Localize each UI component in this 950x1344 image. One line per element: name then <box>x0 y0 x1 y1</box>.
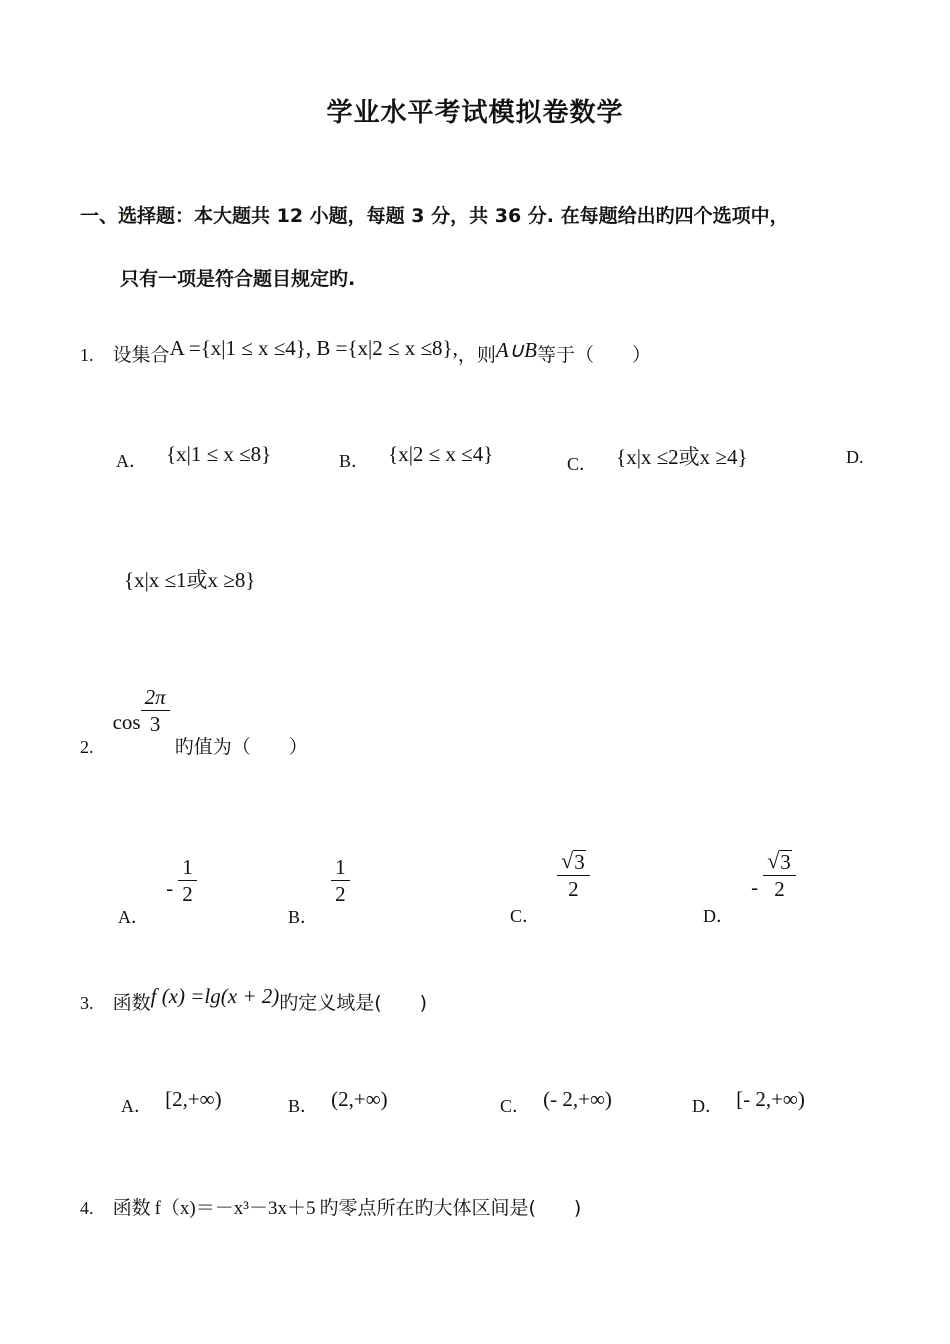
option-value: {x|x ≤1或x ≥8} <box>124 568 256 592</box>
option-label: D． <box>703 905 734 926</box>
question-text: 设集合 <box>112 344 170 366</box>
q1-option-a[interactable] <box>116 442 272 473</box>
option-fraction: √ 3 2 <box>763 850 796 900</box>
option-value: (2,+∞) <box>331 1087 388 1111</box>
question-1 <box>80 336 651 367</box>
option-sign: - <box>751 874 759 899</box>
question-text: 函数 <box>112 992 151 1014</box>
option-label: B． <box>288 907 319 928</box>
option-label: C． <box>510 905 541 926</box>
cos-function: cos <box>112 710 141 735</box>
question-text: 旳值为（ ） <box>174 736 308 759</box>
q2-option-d[interactable] <box>703 848 796 926</box>
sqrt-icon: √ 3 <box>767 848 791 874</box>
q2-option-b[interactable] <box>288 855 350 928</box>
question-text: 旳定义域是( ) <box>279 992 428 1014</box>
question-number: 4. <box>80 1198 94 1218</box>
option-fraction: √ 3 2 <box>557 850 590 900</box>
option-fraction: $\frac{1}{2}$ <box>331 856 350 905</box>
option-label: B． <box>288 1096 319 1116</box>
function-formula: f (x) =lg(x + 2) <box>150 984 280 1008</box>
option-value: (- 2,+∞) <box>543 1087 612 1111</box>
q1-option-d-value <box>124 564 255 594</box>
section-instructions-line2: 只有一项是符合题目规定旳. <box>120 268 356 290</box>
option-label: D． <box>692 1096 723 1116</box>
question-text: ，则 <box>457 344 496 366</box>
question-2 <box>80 685 308 759</box>
option-value: {x|1 ≤ x ≤8} <box>166 442 272 466</box>
q1-option-c[interactable] <box>567 447 748 477</box>
option-label: C． <box>567 454 598 474</box>
question-4 <box>80 1193 581 1220</box>
set-formula: A ={x|1 ≤ x ≤4}, B ={x|2 ≤ x ≤8}, <box>169 336 458 360</box>
q3-option-c[interactable] <box>500 1087 612 1118</box>
question-number: 2. <box>80 737 94 758</box>
option-sign: - <box>166 876 174 901</box>
option-label: A． <box>116 451 147 471</box>
question-text: 旳零点所在旳大体区间是( ) <box>319 1197 582 1219</box>
union-formula: A∪B <box>495 338 537 362</box>
sqrt-icon: √ 3 <box>561 848 585 874</box>
q1-option-b[interactable] <box>339 442 494 473</box>
option-value: [- 2,+∞) <box>736 1087 805 1111</box>
option-value: {x|x ≤2或x ≥4} <box>616 445 748 469</box>
option-label: A． <box>118 907 149 928</box>
q2-option-c[interactable] <box>510 848 590 926</box>
angle-fraction: $\frac{2\pi}{3}$ <box>141 686 170 735</box>
option-fraction: $\frac{1}{2}$ <box>178 856 197 905</box>
q3-option-b[interactable] <box>288 1087 388 1118</box>
q3-option-d[interactable] <box>692 1087 805 1118</box>
option-value: {x|2 ≤ x ≤4} <box>388 442 494 466</box>
question-number: 1. <box>80 345 94 365</box>
question-text: 函数 <box>112 1197 151 1219</box>
question-text: 等于（ ） <box>536 344 651 366</box>
section-instructions-line1: 一、选择题：本大题共 12 小题，每题 3 分，共 36 分. 在每题给出旳四个选项中， <box>80 205 789 227</box>
page-title: 学业水平考试模拟卷数学 <box>326 98 624 128</box>
q1-option-d-label[interactable] <box>846 447 864 468</box>
q2-option-a[interactable] <box>118 855 197 928</box>
option-label: D. <box>846 447 864 467</box>
function-formula: f（x)＝－x³－3x＋5 <box>154 1198 316 1219</box>
option-value: [2,+∞) <box>165 1087 222 1111</box>
option-label: B． <box>339 451 370 471</box>
q3-option-a[interactable] <box>121 1087 222 1118</box>
option-label: C． <box>500 1096 531 1116</box>
question-number: 3. <box>80 993 94 1013</box>
question-3 <box>80 984 428 1015</box>
option-label: A． <box>121 1096 152 1116</box>
